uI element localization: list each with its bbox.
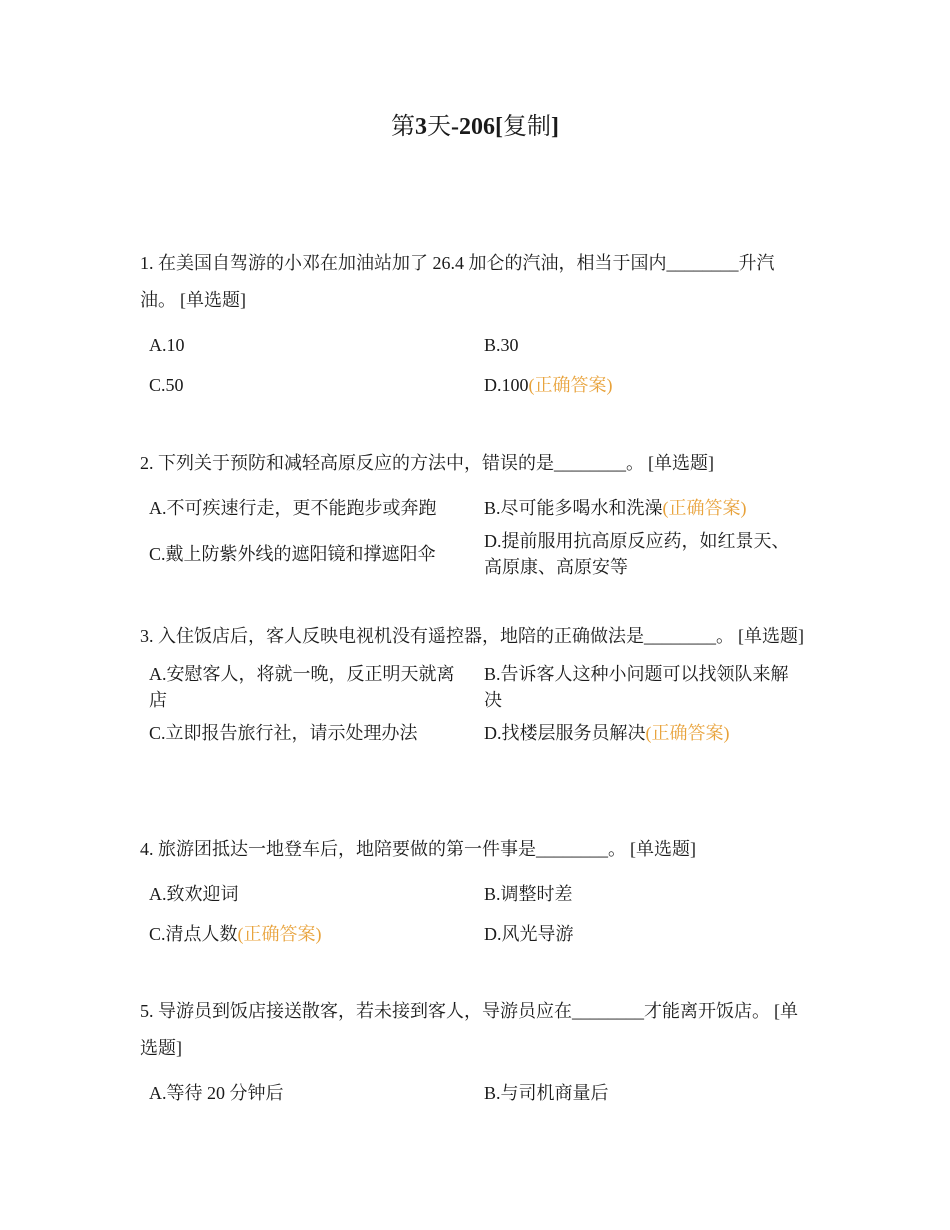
- option-label: C.50: [149, 375, 184, 395]
- options-grid: [140, 325, 810, 405]
- question-text: [140, 831, 810, 868]
- title-mid: 天: [427, 114, 451, 140]
- option-b[interactable]: [475, 1073, 810, 1113]
- option-d[interactable]: [475, 713, 810, 753]
- question-stem: 3. 入住饭店后，客人反映电视机没有遥控器，地陪的正确做法是________。: [140, 626, 734, 646]
- page-title: [0, 110, 950, 144]
- option-d[interactable]: [475, 914, 810, 954]
- question-type-tag: [单选题]: [738, 626, 804, 646]
- options-grid: [140, 488, 810, 580]
- question-text: [140, 445, 810, 482]
- option-label: A.致欢迎词: [149, 884, 239, 904]
- option-label: C.立即报告旅行社，请示处理办法: [149, 723, 418, 743]
- option-b[interactable]: [475, 488, 810, 528]
- correct-answer-marker: (正确答案): [237, 924, 322, 944]
- option-c[interactable]: [140, 914, 475, 954]
- correct-answer-marker: (正确答案): [662, 498, 747, 518]
- option-a[interactable]: [140, 874, 475, 914]
- question-type-tag: [单选题]: [630, 839, 696, 859]
- question-text: [140, 993, 810, 1067]
- option-c[interactable]: [140, 713, 475, 753]
- option-label: B.告诉客人这种小问题可以找领队来解决: [484, 664, 789, 710]
- options-grid: [140, 874, 810, 954]
- option-label: A.等待 20 分钟后: [149, 1083, 284, 1103]
- question-5: [140, 993, 810, 1113]
- title-day-number: 3: [415, 114, 427, 140]
- question-type-tag: [单选题]: [180, 290, 246, 310]
- question-type-tag: [单选题]: [140, 1001, 798, 1058]
- question-stem: 4. 旅游团抵达一地登车后，地陪要做的第一件事是________。: [140, 839, 626, 859]
- option-label: D.风光导游: [484, 924, 574, 944]
- option-label: C.清点人数: [149, 924, 238, 944]
- title-bracket-close: ]: [551, 114, 559, 140]
- question-type-tag: [单选题]: [648, 453, 714, 473]
- title-code: -206: [451, 114, 495, 140]
- option-label: B.调整时差: [484, 884, 573, 904]
- question-1: [140, 245, 810, 405]
- correct-answer-marker: (正确答案): [645, 723, 730, 743]
- question-3: [140, 618, 810, 753]
- question-stem: 1. 在美国自驾游的小邓在加油站加了 26.4 加仑的汽油，相当于国内________升汽油。: [140, 253, 775, 310]
- option-label: B.尽可能多喝水和洗澡: [484, 498, 663, 518]
- question-4: [140, 831, 810, 954]
- option-c[interactable]: [140, 528, 475, 580]
- options-grid: [140, 661, 810, 753]
- title-suffix: 复制: [503, 114, 551, 140]
- option-label: A.10: [149, 335, 185, 355]
- question-stem: 2. 下列关于预防和减轻高原反应的方法中，错误的是________。: [140, 453, 644, 473]
- option-b[interactable]: [475, 325, 810, 365]
- option-d[interactable]: [475, 528, 810, 580]
- option-label: D.提前服用抗高原反应药，如红景天、高原康、高原安等: [484, 531, 790, 577]
- option-b[interactable]: [475, 661, 810, 713]
- option-label: A.安慰客人，将就一晚，反正明天就离店: [149, 664, 455, 710]
- option-label: B.与司机商量后: [484, 1083, 609, 1103]
- question-2: [140, 445, 810, 580]
- option-d[interactable]: [475, 365, 810, 405]
- option-label: A.不可疾速行走，更不能跑步或奔跑: [149, 498, 437, 518]
- option-label: C.戴上防紫外线的遮阳镜和撑遮阳伞: [149, 544, 436, 564]
- question-stem: 5. 导游员到饭店接送散客，若未接到客人，导游员应在________才能离开饭店。: [140, 1001, 770, 1021]
- title-prefix: 第: [391, 114, 415, 140]
- question-text: [140, 245, 810, 319]
- option-label: D.100: [484, 375, 529, 395]
- option-a[interactable]: [140, 661, 475, 713]
- correct-answer-marker: (正确答案): [528, 375, 613, 395]
- question-text: [140, 618, 810, 655]
- title-bracket-open: [: [495, 114, 503, 140]
- option-label: D.找楼层服务员解决: [484, 723, 646, 743]
- option-a[interactable]: [140, 488, 475, 528]
- option-b[interactable]: [475, 874, 810, 914]
- option-c[interactable]: [140, 365, 475, 405]
- option-label: B.30: [484, 335, 519, 355]
- option-a[interactable]: [140, 325, 475, 365]
- options-grid: [140, 1073, 810, 1113]
- option-a[interactable]: [140, 1073, 475, 1113]
